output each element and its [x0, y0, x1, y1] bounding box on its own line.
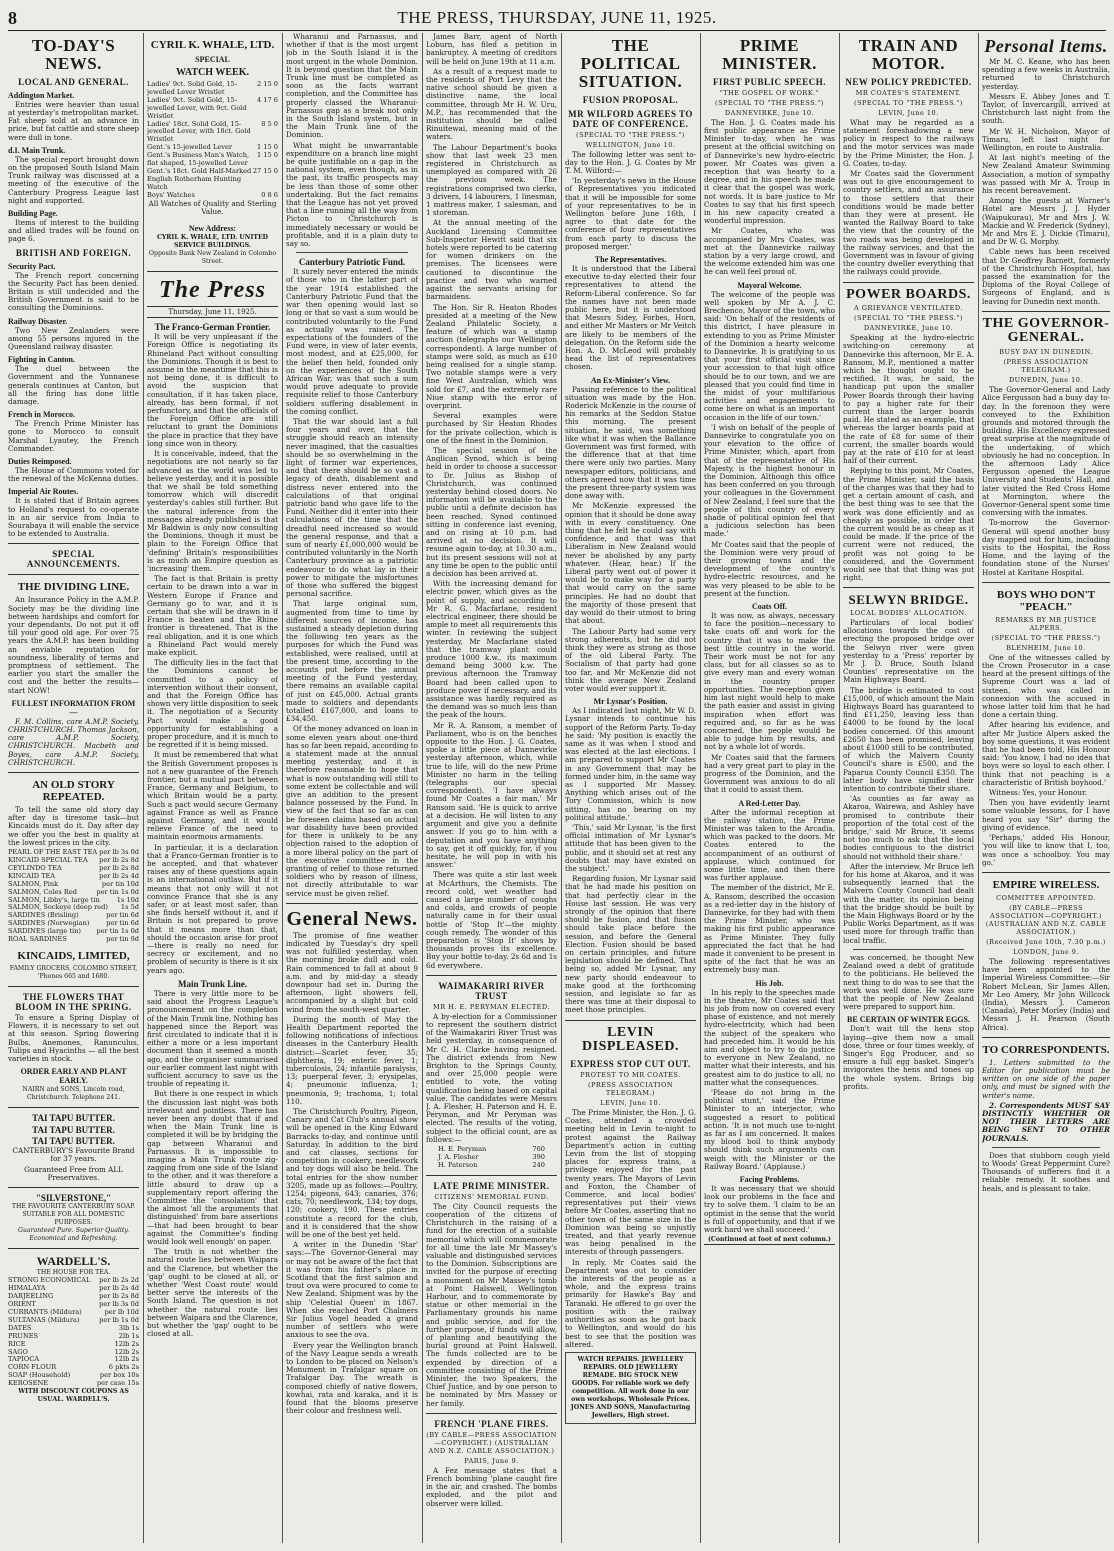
facing-para: It was necessary that we should look our problems in the face and try to solve them. 'I claim to be an optimist in the sense that the world is full of opportunity, and that if we work hard we shall succeed.' [704, 1184, 835, 1235]
selwyn-para: The bridge is estimated to cost £15,000, of which amount the Main Highways Board has guaranteed to find £11,250, leaving less than £4000 to be found by the local bodies concerned. Of this amount £2650 has been promised, leaving about £1000 still to be contributed, of which the Malvern County Council's share is £500, and the Paparua County Council £350. The latter body have signified their intention to contribute their share. [843, 685, 974, 794]
continued-foot: was concerned, he thought New Zealand owed a debt of gratitude to the politicians. He believed the next thing to do was to see that the work was well done. He was sure that the people of New Zealand were prepared to support him. [843, 952, 974, 1012]
selwyn-para: Particulars of local bodies' allocations towards the cost of erecting the proposed bridge over the Selwyn river were given yesterday to a 'Press' reporter by Mr J. D. Bruce, South Island Counties' representative on the Main Highways Board. [843, 617, 974, 685]
dividing-line-ad-title: THE DIVIDING LINE. [17, 581, 130, 594]
mayoral-heading: Mayoral Welcome. [737, 280, 802, 290]
news-para: Several examples were purchased by Sir Heaton Rhodes for the private collection, which is one of the finest in the Dominion. [426, 411, 557, 445]
power-date: DANNEVIRKE, June 10. [863, 324, 954, 333]
coats-off-heading: Coats Off. [751, 602, 788, 612]
pm-source: (SPECIAL TO "THE PRESS.") [715, 98, 824, 107]
gsq-line: Guaranteed Pure. Superior Quality. Economical and Refreshing. [18, 1227, 129, 1243]
late-pm-heading: LATE PRIME MINISTER. [433, 1180, 550, 1191]
boys-para: One of the witnesses called by the Crown Prosecutor in a case heard at the present sittings of the Supreme Court was a lad of sixteen, who was called in connexion with the accused in whose latter told him that he had done a certain thing. [982, 652, 1110, 720]
wilford-sub: MR WILFORD AGREES TO DATE OF CONFERENCE. [568, 108, 693, 129]
levin-date: LEVIN, June 10. [600, 1099, 661, 1108]
editorial-para: The fact is that Britain is pretty certain to be drawn into a war in Western Europe if France and Germany go to war, and it is certain that she will be drawn in if France is beaten and the Rhine frontier is threatened. That is the real obligation, and it is one which a Rhineland Pact would merely make explicit. [147, 574, 278, 657]
train-para: Mr Coates said the Government was out to give encouragement to country settlers, and an assurance to those settlers that their conditions would be made better than they were at present. He wanted the Railway Board to take the view that the country of the two roads was being developed in the railway services, and that the Government was in favour of giving the country dweller everything that the railways could provide. [843, 168, 974, 277]
news-para: There was quite a stir last week at McArthurs, the Chemists. The record cold, wet weather had caused a large number of coughs and colds, and crowds of people naturally came in for their usual bottle of 'Stop It'—the mighty cough remedy. The wonder of this preparation is 'Stop It' shows by thousands proves its excellence. Buy your bottle to-day. 2s 6d and 1s 6d everywhere. [426, 870, 557, 970]
ex-minister-heading: An Ex-Minister's View. [590, 375, 671, 385]
price-row: KINCAID TEA per lb 2s 4d [8, 871, 139, 880]
gospel-sub: "THE GOSPEL OF WORK." [719, 88, 820, 97]
boys-source: (SPECIAL TO "THE PRESS.") [991, 633, 1101, 642]
pm-date: DANNEVIRKE, June 10. [724, 108, 815, 117]
price-row: CURRANTS (Mildura) per lb 10d [8, 1307, 139, 1316]
governor-para: The Governor-General and Lady Alice Fergusson had a busy day to-day. In the forenoon they were conveyed to the Exhibition grounds and motored through the building. His Excellency expressed great surprise at the magnitude of the undertaking, of which obviously he had no conception. In the afternoon Lady Alice Fergusson opened the League University and Students' Hall, and later visited the Red Cross Home at Mornington, where the Governor-General spent some time conversing with the inmates. [982, 385, 1110, 518]
empire-text: The following representatives have been appointed to the Imperial Wireless Committee:—Sir Robert McLean, Sir James Allen, Mr Leo Amery, Mr John Willcock (India), Messrs J. Cameron (Canada), Peter Morley (India) and Messrs J. H. Pearson (South Africa). [982, 956, 1110, 1032]
personal-items-heading: Personal Items. [984, 36, 1108, 56]
empire-date: LONDON, June 9. [1013, 947, 1079, 956]
fusion-proposal-sub: FUSION PROPOSAL. [582, 94, 679, 105]
price-row: SULTANAS (Mildura) per lb 1s 0d [8, 1315, 139, 1324]
whale-address: CYRIL K. WHALE, LTD. UNITED SERVICE BUILDINGS. [156, 234, 269, 250]
general-news-para: During the month of May the Health Department reported the following notifications of infectious diseases in the Canterbury Health district:—Scarlet fever, 35; diphtheria, 19; enteric fever, 1; tuberculosis, 24; infantile paralysis, 13; puerperal fever, 3; erysipelas, 4; pneumonic influenza, 1; pneumonia, 9; trachoma, 1; total 110. [286, 1014, 418, 1106]
personal-item: Mr M. C. Keane, who has been spending a few weeks in Australia, returned to Christchurch yesterday. [982, 56, 1110, 91]
price-row: DARJEELING per lb 2s 8d [8, 1292, 139, 1301]
governor-date: DUNEDIN, June 10. [1008, 376, 1084, 385]
todays-news-heading: TO-DAY'S NEWS. [31, 36, 116, 73]
power-para: Replying to this point, Mr Coates, the Prime Minister, said the basis of the charges was that they had to get a certain amount of cash, and the best thing was to see that the work was done efficiently and as cheaply as possible, in order that the current would be as cheap as it could be made. If the price of the current were not reduced, the profit was not going to be considered, and the Government would see that that thing was put right. [843, 466, 974, 583]
power-para: Speaking at the hydro-electric switching-on ceremony at Dannevirke this afternoon, Mr E. A. Ransom, M.P., mentioned a matter which he thought ought to be rectified. It was, he said, the handicap put upon the smaller Power Boards through their having to pay a higher rate for their current than the larger boards paid. He stated as an example, that whereas the larger boards paid at the rate of £8 for some of their current, the smaller boards would pay at the rate of £10 for at least half of their current. [843, 333, 974, 466]
column-7 [843, 33, 974, 1543]
his-job-heading: His Job. [755, 978, 784, 988]
price-row: SARDINES (Norwegian) per tin 6d [8, 919, 139, 928]
flowers-ad-title: THE FLOWERS THAT BLOOM IN THE SPRING. [15, 992, 132, 1013]
french-plane-text: A Fez message states that a French bombing 'plane caught fire in the air, and crashed. The bombs exploded, and the pilot and observer were killed. [426, 1465, 557, 1508]
editorial-para: It is conceivable, indeed, that the negotiations are not nearly so far advanced as the world was led to believe yesterday, and it is possible that we shall be told something tomorrow which will discredit yesterday's cables still further. But the natural inference from the messages already published is that Mr Baldwin is only now consulting the Dominions, though it must be plain to the Foreign Office that 'defining' Britain's responsibilities is as much an Empire question as 'increasing' them. [147, 449, 278, 573]
watch-note: All Watches of Quality and Sterling Value. [148, 198, 277, 216]
whale-week: WATCH WEEK. [176, 67, 249, 78]
watch-price-list [147, 81, 278, 200]
selwyn-bridge-heading: SELWYN BRIDGE. [848, 592, 969, 608]
price-row: CEYLINDO TEA per lb 2s 8d [8, 863, 139, 872]
price-row: SARDINES (large tin) per tin 1s 0d [8, 927, 139, 936]
mayoral-para: 'I wish on behalf of the people of Dannevirke to congratulate you on your elevation to the office of Prime Minister, which, apart from that of the representative of His Majesty, is the highest honour in the Dominion. Although this office has been conferred on you through your colleagues in the Government of New Zealand, I feel sure that the people of this country of every shade of political opinion feel that a judicious selection has been made.' [704, 422, 835, 539]
news-para: James Barr, agent of North Loburn, has filed a petition in bankruptcy. A meeting of creditors will be held on June 19th at 11 a.m. [426, 33, 557, 66]
winter-eggs-heading: BE CERTAIN OF WINTER EGGS. [847, 1015, 970, 1025]
news-para: The Hon. Sir R. Heaton Rhodes presided at a meeting of the New Zealand Philatelic Society, a feature of which was a stamp auction (telegraphs our Wellington correspondent). A large number of stamps were sold, as much as £10 being realised for a single stamp. Two notable stamps were a very fine West Australian, which was sold for £7, and the extremely rare Niue stamp with the error of overprint. [426, 302, 557, 410]
price-row: SALMON, Coles Red per tin 1s 0d [8, 887, 139, 896]
news-para: The special session of the Anglican Synod, which is being held in order to choose a successor to Dr. Julius as Bishop of Christchurch, was continued yesterday behind closed doors. No information will be available to the public until a definite decision has been reached. Synod continued sitting in conference last evening, and on rising at 10 p.m. had arrived at no decision. It will resume again to-day, at 10.30 a.m., but its present sessions will not at any time be open to the public until a decision has been arrived at. [426, 445, 557, 578]
red-letter-para: The member of the district, Mr E. A. Ransom, described the occasion as a red-letter day in the history of Dannevirke, for they had with them the Prime Minister, who was making his first public appearance as Prime Minister. They fully appreciated the fact that he had made it convenient to be present in spite of the fact that he was an extremely busy man. [704, 883, 835, 975]
editorial-body [147, 333, 278, 975]
boys-para: 'Perhaps,' added His Honour, 'you will like to know that I, too, was once a schoolboy. You may go.' [982, 833, 1110, 867]
levin-sub-2: PROTEST TO MR COATES. [580, 1071, 681, 1080]
watch-row: Ladies' 9ct. Solid Gold, 15-jewelled Lever, with 9ct. Gold Wristlet 4 17 6 [147, 95, 278, 120]
governor-para: To-morrow the Governor-General will spend another busy day mapped out for him, including visits to the Hospital, the Ross Home, and the laying of the foundation stone of the Nurses' Hostel at Karitane Hospital. [982, 518, 1110, 577]
allocation-sub: LOCAL BODIES' ALLOCATION. [850, 608, 967, 617]
political-para: The following letter was sent to-day to the Hon. J. G. Coates by Mr T. M. Wilford:— [565, 149, 696, 175]
lysnar-para: As I indicated last night, Mr W. D. Lysnar intends to continue his support of the Reform Party. To-day he said: 'My position is exactly the same as it was when I stood and was elected at the last elections. I am prepared to support Mr Coates in any Government that may be formed under him, in the same way as I supported Mr Massey. Anything which arises out of the Tory Commission, which is now sitting, has no bearing on my political attitude.' [565, 706, 696, 822]
whale-special: SPECIAL [195, 55, 230, 64]
waimakariri-text: A by-election for a Commissioner to represent the southern district of the Waimakariri River Trust was held yesterday, in consequence of Mr C. H. Clarke having resigned. The district extends from New Brighton to the Springs County, and over 25,000 people were entitled to vote, the voting qualification being based on capital value. The candidates were Messrs J. A. Flesher, H. Paterson and H. E. Peryman, and Mr Peryman was elected. The results of the voting, subject to the official count, are as follows:— [426, 1011, 557, 1144]
train-date: LEVIN, June 10. [878, 108, 939, 117]
boys-para: After hearing his evidence, and after Mr Justice Alpers asked the boy some questions, it was evident that he had been told, His Honour said: 'You know, I had no idea that boys were so loyal to each other. I think that not peaching is a characteristic of British boyhood.' [982, 720, 1110, 787]
flowers-ad-text: To ensure a Spring Display of Flowers, it is necessary to set out at this season. Spring flowering Bulbs, Anemones, Ranunculus, Tulips and Hyacinths — all the best varieties in stock. [8, 1013, 139, 1064]
facing-heading: Facing Problems. [739, 1175, 800, 1185]
lysnar-para: 'This,' said Mr Lysnar, 'is the first official intimation of Mr Lysnar's attitude that has been given to the public, and it should set at rest any doubts that may have existed on the subject.' [565, 822, 696, 873]
foreign-news-items: Security Pact. The French report concerning the Security Pact has been denied. Britain is still undecided and the British Government is said to be consulting the Dominions. Railway Disaster. Two New Zealanders were among 55 persons injured in the Queensland railway disaster. Fighting in Canton. The duel between the Government and the Yunnanese generals continues at Canton, but all the firing has done little damage. French in Morocco. The French Prime Minister has gone to Morocco to consult Marshal Lyautey, the French Commander. Duties Reimposed. The House of Commons voted for the renewal of the McKenna duties. Imperial Air Routes. It is stated that if Britain agrees to Holland's request to co-operate in an air service from India to Sourabaya it will enable the service to be extended to Australia. [8, 261, 139, 539]
patriotic-para: Of the money advanced on loan in some eleven years about one-third has so far been repaid, according to a statement made at the annual meeting yesterday, and it is therefore reasonable to hope that what is now outstanding will still to some extent be collectable and will give an addition to the present balance possessed by the Fund. In view of the fact that so far as can be foreseen claims based on actual war disability have been provided for there is unlikely to be any objection raised to the adoption of a more liberal policy on the part of the executive committee in the granting of relief to those returned soldiers who by reason of illness, not directly attributable to war service must be given relief. [286, 724, 418, 898]
watch-row: Ladies' 18ct. Solid Gold, 15-jewelled Lever, with 18ct. Gold Wristlet 8 5 0 [147, 119, 278, 144]
political-date: WELLINGTON, June 10. [585, 140, 676, 149]
personal-item: Mr W. H. Nicholson, Mayor of Timaru, left last night for Wellington, en route to Australia. [982, 126, 1110, 152]
busy-day-sub: BUSY DAY IN DUNEDIN. [999, 348, 1093, 357]
levin-para: The Prime Minister, the Hon. J. G. Coates, attended a crowded meeting held in Levin to-night to protest against the Railway Department's action in cutting Levin from the list of stopping places for express trains, a privilege enjoyed for the past twenty years. The Mayors of Levin and Foxton, the Chamber of Commerce, and local bodies' representatives put their views before Mr Coates, asserting that no other town of the same size in the Dominion was being so unjustly treated, and that yearly revenue was being penalised in the interests of through passengers. [565, 1108, 696, 1257]
main-trunk-heading: Main Trunk Line. [178, 978, 247, 989]
vote-row: J. A. Flesher 390 [438, 1152, 545, 1161]
cough-cure-ad: Does that stubborn cough yield to Woods' Great Peppermint Cure? Thousands of sufferers find it a reliable remedy. It soothes and heals, and is pleasant to take. [982, 1150, 1110, 1193]
price-row: SARDINES (Brisling) per tin 6d [8, 911, 139, 920]
train-para: What may be regarded as a statement foreshadowing a new policy in respect to the railways and the motor services was made by the Prime Minister, the Hon. J. G. Coates, to-day. [843, 117, 974, 168]
lysnar-heading: Mr Lysnar's Position. [593, 697, 668, 707]
kincaid-intro: To tell the same old story day after day is tiresome task—but Kincaids must do it. Day after day we offer you the best in quality at the lowest prices in the city. [8, 805, 139, 847]
main-trunk-body [147, 990, 278, 1339]
ex-minister-para: Passing reference to the political situation was made by the Hon. Roderick McKenzie in the course of his remarks at the Seddon Statue this morning. The present situation, he said, was something like what it was when the Ballance Government was first formed, with the difference that at that time there were only two parties. Many newspaper editors, politicians, and others agreed now that it was time the present three-party system was done away with. [565, 384, 696, 501]
patriotic-fund-body [286, 268, 418, 897]
general-news-para: Every year the Wellington branch of the Navy League sends a wreath to London to be placed on Nelson's Monument in Trafalgar square on Trafalgar Day. The wreath is composed chiefly of native flowers, kowhai, rata and karaka, and it is found that the blooms preserve their colour and freshness well. [286, 1340, 418, 1416]
masthead-title: THE PRESS, THURSDAY, JUNE 11, 1925. [397, 8, 717, 27]
lysnar-para: Regarding fusion, Mr Lysnar said that he had made his position on that had perfectly clear in the House last session. He was very strongly of the opinion that there should be fusion, and that fusion should take place before the session, and before the General Election. Fusion should be based on certain principles, and future legislation should be defined. That being so, added Mr Lysnar, any new party should endeavour to make good at the forthcoming session, and legislate so far as there was time at their disposal to meet those principles. [565, 874, 696, 1015]
patriotic-fund-heading: Canterbury Patriotic Fund. [298, 257, 406, 268]
mayoral-para: Mr Coates said that the people of the Dominion were very proud of their growing towns and the development of the country's hydro-electric resources, and he was very pleased to be able to be present at the function. [704, 539, 835, 598]
committee-sub: COMMITTEE APPOINTED. [996, 893, 1096, 902]
general-news-body [286, 932, 418, 1416]
editorial-para: It must be remembered that what the British Government proposes is not a new guarantee of the French frontier, but a mutual pact between France, Germany and Belgium, to which Britain would be a party. Such a pact would secure Germany against France as well as France against Germany, and it would relieve France of the need to maintain enormous armaments. [147, 750, 278, 842]
levin-source: (PRESS ASSOCIATION TELEGRAM.) [587, 1081, 674, 1098]
continued-note: (Continued at foot of next column.) [704, 1236, 835, 1245]
page-number: 8 [8, 7, 17, 28]
news-para: The Labour Department's books show that last week 23 men registered in Christchurch as unemployed as compared with 26 the previous week. The registrations comprised two clerks, 3 drivers, 14 labourers, 1 linesman, 1 mattress maker, 1 salesman, and 1 storeman. [426, 142, 557, 218]
watch-repairs-ad: WATCH REPAIRS. JEWELLERY REPAIRS. OLD JEWELLERY REMADE. BIG STOCK NEW GOODS. For reliable work we defy competition. All work done in our own workshops. Wholesale Prices. JONES AND SONS, Manufacturing Jewellers, High street. [565, 1352, 696, 1425]
tai-tapu-butter: TAI TAPU BUTTER. TAI TAPU BUTTER. TAI TAPU BUTTER. [32, 1113, 115, 1146]
french-plane-date: PARIS, June 9. [464, 1456, 519, 1465]
news-paragraphs [426, 33, 557, 970]
trunk-para: There is very little more to be said about the Progress League's pronouncement on the completion of the Main Trunk line. Nothing has happened since the Report was first circulated to indicate that it is either a more or a less important document than it seemed a month ago, and the organiser summarised our earlier comment last night with sufficient accuracy to save us the trouble of repeating it. [147, 988, 278, 1089]
new-policy-sub: NEW POLICY PREDICTED. [845, 76, 972, 87]
editorial-para: It will be very unpleasant if the Foreign Office is negotiating its Rhineland Pact without consulting the Dominions. Though it is best to assume in the meantime that this is not being done, it is difficult to avoid the suspicion that consultation, if it has taken place, already, has been formal, if not perfunctory, and that the officials of the Foreign Office are still reluctant to grant the Dominions the place in practice that they have long since won in theory. [147, 332, 278, 448]
the-press-logo: The Press [159, 277, 266, 304]
watch-row: Ladies' 9ct. Solid Gold, 15-jewelled Lever Wristlet 2 15 0 [147, 80, 278, 96]
price-row: SALMON, Sockeye (deep red) 1s 5d [8, 903, 139, 912]
info-line: FULLEST INFORMATION FROM— [11, 698, 136, 717]
governor-source: (PRESS ASSOCIATION TELEGRAM.) [1003, 358, 1089, 375]
column-4 [426, 33, 557, 1543]
election-results [426, 1146, 557, 1170]
ex-minister-para: Mr McKenzie expressed the opinion that it should be done away with in every constituency. One thing that he felt he could say with confidence, and that was that Liberalism in New Zealand would never be abolished by any party whatever. (Hear, hear.) If the Liberal party went out of power it would be to make way for a party that would carry on the same principles. He had no doubt that the majority of those present that day would do their utmost to bring that about. [565, 501, 696, 626]
political-situation-heading: THE POLITICAL SITUATION. [578, 36, 683, 91]
whale-title: CYRIL K. WHALE, LTD. [150, 39, 275, 51]
personal-item: At last night's meeting of the New Zealand Amateur Swimming Association, a motion of sympathy was passed with Mr A. Troup in his recent bereavement. [982, 153, 1110, 195]
general-news-heading: General News. [286, 907, 418, 930]
column-8 [982, 33, 1110, 1543]
general-news-para: The Christchurch Poultry, Pigeon, Canary and Cat Club's annual show will be opened in the King Edward Barracks to-day, and continue until Saturday. In addition to the bird and cat classes, sections for competition in cookery, needlework and toy dogs will also be held. The total entries for the show number 3205, made up as follows:—Poultry, 1254; pigeons, 643; canaries, 376; cats, 70; needlework, 134; toy dogs, 120; cookery, 190. These entries constitute a record for the club, and it is considered that the show will be one of the best yet held. [286, 1106, 418, 1240]
levin-heading: LEVIN DISPLEASED. [582, 1024, 679, 1055]
amp-ad-text: An Insurance Policy in the A.M.P. Society may be the dividing line between hardships and comfort for your dependants. Do not put it off till your good old age. For over 75 years the A.M.P. has been building an enviable reputation for soundness, liberality of terms and promptness of settlement. The earlier you start the smaller the cost and the better the results—start NOW! [8, 595, 139, 695]
wardells-price-list [8, 1277, 139, 1388]
canterbury-brand: CANTERBURY'S Favourite Brand for 37 years. [12, 1146, 135, 1164]
alpers-sub: REMARKS BY MR JUSTICE ALPERS. [995, 615, 1097, 632]
price-row: PRUNES 2lb 1s [8, 1331, 139, 1340]
price-row: KEROSENE per case 15s [8, 1379, 139, 1388]
pm-para: The Hon. J. G. Coates made his first public appearance as Prime Minister to-day, when he was present at the official switching on of Dannevirke's new hydro-electric power. Mr Coates was given a reception that was hearty to a degree, and in his speech he made it clear that the gospel was work, not words. It is bare justice to Mr Coates to say that his first speech in his new capacity created a wonderful impression. [704, 117, 835, 226]
general-news-para: A writer in the Dunedin 'Star' says:—The Governor-General may or may not be aware of the fact that it was from his father's place in Scotland that the first salmon and trout ova were procured to come to New Zealand. Shipment was by the ship 'Celestial Queen' in 1867. When she reached Port Chalmers Sir Julius Vogel headed a grand number of settlers who were anxious to see the ova. [286, 1240, 418, 1340]
coates-statement-sub: MR COATES'S STATEMENT. [855, 88, 962, 97]
selwyn-para: After the interview, Mr Bruce left for his home at Akaroa, and it was subsequently learned that the Malvern County Council had dealt with the matter, its opinion being that the bridge should be built by the Main Highways Board or by the Public Works Department, as it was used more for through traffic than local traffic. [843, 861, 974, 945]
column-5 [565, 33, 696, 1543]
levin-para: In reply, Mr Coates said the Department was out to consider the interests of the people as a whole, and the express trains primarily for Hawke's Bay and Taranaki. He offered to go over the position with the railway authorities as soon as he got back to Wellington, and would do his best to see that the position was altered. [565, 1257, 696, 1349]
column-1 [8, 33, 139, 1543]
column-6 [704, 33, 835, 1543]
personal-item: Cable news has been received that Dr Geoffrey Barnett, formerly of the Christchurch Hospital, has passed the examination for the Diploma of the Royal College of Surgeons of England, and is leaving for Dunedin next month. [982, 247, 1110, 306]
boys-date: BLENHEIM, June 10. [1006, 643, 1086, 652]
coats-para: It was now, as always, necessary to face the position—necessary to take coats off and work for the country that it was to make the best little country in the world. Their work must be not for any class, but for all classes so as to give every man and every woman in the country proper opportunities. The reception given him last night would help to make the path easier and assist in giving inspiration when effort was required and, so far as he was concerned, the people would be able to judge him by results, and not by a whole lot of words. [704, 611, 835, 752]
whale-address-2: Opposite Bank New Zealand in Colombo Street. [148, 250, 277, 266]
local-general-heading: LOCAL AND GENERAL. [18, 76, 129, 87]
wardells-sub: THE HOUSE FOR TEA. [36, 1269, 111, 1277]
job-para: In his reply to the speeches made in the theatre, Mr Coates said that his job from now on covered every phase of existence, and not merely hydro-electricity, which had been the subject of the speakers who had preceded him. It would be his aim and object to try to do justice to everyone in New Zealand, no matter what their interests, and his greatest aim to do justice to all, no matter what the consequences. [704, 987, 835, 1087]
trunk-para: Wharanui and Parnassus, and whether if that is the most urgent job in the South Island it is the most urgent in the whole Dominion. It is beyond question that the Main Trunk line must be completed as soon as the facts warrant completion, and the Committee has properly classed the Wharanui-Parnassus gap as a break not only in the South Island system, but in the Main Trunk line of the Dominion. [286, 33, 418, 140]
kincaid-price-list [8, 849, 139, 944]
price-row: SAGO 12lb 2s [8, 1347, 139, 1356]
vote-row: H. Paterson 240 [438, 1160, 545, 1169]
job-para: 'Please do not bring in the political stunt,' said the Prime Minister to an interjector, who suggested a resort to political action. 'It is not much use to-night as far as I am concerned. It makes my blood boil to think anybody should think such arguments can weigh with the Minister or the Railway Board.' (Applause.) [704, 1088, 835, 1171]
coats-para: Mr Coates said that the farmers had a very great part to play in the progress of the Dominion, and the Government was anxious to do all that it could to assist them. [704, 752, 835, 795]
political-source: (SPECIAL TO "THE PRESS.") [576, 130, 685, 139]
trunk-para: What might be unwarrantable expenditure on a branch line might be quite justifiable on a gap in the national system, even though, as in the past, its traffic prospects may be less than those of some other undertaking. But the fact remains that the League has not yet proved that a line running all the way from Picton to Christchurch is immediately necessary or would be profitable, and it is a plain duty to say so. [286, 140, 418, 249]
price-row: ROAL SARDINES per tin 9d [8, 935, 139, 944]
french-plane-heading: FRENCH 'PLANE FIRES. [434, 1418, 549, 1429]
prime-minister-heading: PRIME MINISTER. [722, 36, 817, 73]
power-source: (SPECIAL TO "THE PRESS.") [854, 314, 963, 323]
price-row: SALMON, Pink per tin 10d [8, 879, 139, 888]
correspondents-heading: TO CORRESPONDENTS. [982, 1043, 1110, 1056]
masthead [8, 6, 1106, 31]
waimakariri-sub: MR H. E. PERYMAN ELECTED. [433, 1002, 550, 1011]
local-news-item: Addington Market. Entries were heavier than usual at yesterday's metropolitan market. Fat sheep sold at an advance in price, but fat cattle and store sheep were dull in tone. d.I. Main Trunk. The special report brought down on the proposed South Island Main Trunk railway was discussed at a meeting of the executive of the Canterbury Progress League last night and supported. Building Page. Items of interest to the building and allied trades will be found on page 6. [8, 90, 139, 244]
editorial-para: The difficulty lies in the fact that the Dominions cannot be committed to a policy of intervention without their consent, and that the Foreign Office has shown very little disposition to seek it. The negotiation of a Security Pact would make a good opportunity for establishing a proper procedure, and it is much to be regretted if it is being missed. [147, 658, 278, 750]
kincaids-address: FAMILY GROCERS, COLOMBO STREET, 'Phones 665 and 1680. [9, 964, 138, 981]
political-para: 'In yesterday's news in the House of Representatives you indicated that it will be impossible for some of your representatives to be in Wellington before June 16th, I agree to that date for the conference of four representatives from each party to discuss the proposed merger.' [565, 176, 696, 251]
british-foreign-heading: BRITISH AND FOREIGN. [15, 247, 132, 258]
wardells-footer: WITH DISCOUNT COUPONS AS USUAL. WARDELL'S. [18, 1388, 129, 1404]
first-speech-sub: FIRST PUBLIC SPEECH. [712, 76, 827, 87]
french-plane-source: (BY CABLE—PRESS ASSOCIATION—COPYRIGHT.) (AUSTRALIAN AND N.Z. CABLE ASSOCIATION.) [426, 1430, 557, 1455]
watch-row: Gent.'s 15-jewelled Lever 1 15 0 [147, 143, 278, 152]
red-letter-para: After the informal reception at the railway station, the Prime Minister was taken to the Arcadia, which was packed to the doors. Mr Coates entered to the accompaniment of an outburst of applause, which continued for some little time, and then there was further applause. [704, 807, 835, 883]
trunk-para: The truth is not whether the natural route lies between Waipara and the Clarence, but whether the 'gap' ought to be closed at all, or whether 'West Coast route' would better serve the interests of the South Island. The question is not whether the natural route lies between Waipara and the Clarence, but whether the 'gap' ought to be closed at all. [147, 1247, 278, 1339]
price-row: ORIENT per lb 3s 0d [8, 1300, 139, 1309]
governor-heading: THE GOVERNOR-GENERAL. [982, 315, 1110, 346]
suitable-line: SUITABLE FOR ALL DOMESTIC PURPOSES. [22, 1211, 125, 1227]
grievance-sub: A GRIEVANCE VENTILATED. [854, 304, 963, 313]
price-row: HIMALAYA per lb 2s 4d [8, 1284, 139, 1293]
boys-para: Then you have evidently learnt some valuable lessons, for I have heard you say "Sir" during the giving of evidence. [982, 798, 1110, 832]
patriotic-para: That the war should last a full four years and over, that the struggle should reach an intensity never imagined, that the casualties should be so overwhelming in the light of former war experiences, and that there should be so vast a legacy of death, disablement and distress never entered into the calculations of that original patriotic band who gave life to the Fund. Neither did it enter into their calculations of the time that the dreadful need increased so would the general response, and that a sum of nearly £1,000,000 would be contributed voluntarily in the North Canterbury province as a patriotic endeavour to do what lay in their power to mitigate the misfortunes of those who suffered the biggest personal sacrifice. [286, 416, 418, 599]
watch-row: Boys' Watches 0 8 6 [147, 190, 278, 199]
red-letter-heading: A Red-Letter Day. [738, 798, 801, 808]
boys-para: Witness: Yes, your Honour. [989, 788, 1087, 798]
boys-heading: BOYS WHO DON'T "PEACH." [996, 588, 1096, 613]
late-pm-sub: CITIZENS' MEMORIAL FUND. [434, 1192, 549, 1201]
price-row: PEARL OF THE EAST TEA per lb 3s 0d [8, 848, 139, 857]
column-3 [286, 33, 418, 1543]
news-para: Mr R. A. Ransom, a member of Parliament, who is on the benches opposite to the Hon. J. G. Coates, spoke a little piece at Dannevirke yesterday afternoon, which, while true to life, will do the new Prime Minister no harm in the telling (telegraphs our special correspondent). 'I have always found Mr Coates a fair man,' Mr Ransom said. 'He is quick to arrive at a decision. He will listen to any argument and give you a definite answer. If you go to him with a deputation and you have anything to say, get it off quickly, for, if you hesitate, he will pop in with his answer.' [426, 720, 557, 870]
news-para: As a result of a request made to the residents of Port Levy that the native school should be given a distinctive name, the local committee, through Mr H. W. Uru, M.P., has recommended that the institution should be called Rinuitewai, meaning maid of the waters. [426, 66, 557, 142]
price-row: RICE 12lb 2s [8, 1339, 139, 1348]
price-row: DATES 3lb 1s [8, 1323, 139, 1332]
power-boards-heading: POWER BOARDS. [846, 286, 971, 302]
amp-agents: F. M. Collins, care A.M.P. Society, CHRISTCHURCH. Thomas Jackson, care A.M.P. Society, CHRISTCHURCH. Macbeth and Boyes, care A.M.P. Society, CHRISTCHURCH. [8, 716, 139, 767]
price-row: TAPIOCA 12lb 2s [8, 1355, 139, 1364]
wardells-title: WARDELL'S. [36, 1254, 111, 1269]
personal-item: Messrs E. Abbey Jones and T. Taylor, of Invercargill, arrived at Christchurch last night from the south. [982, 91, 1110, 126]
watch-row: Gent.'s 18ct. Gold Half-Marked English Rotherham Hunting Watch 27 15 0 [147, 166, 278, 191]
price-row: CORN FLOUR 6 pkts 2s [8, 1363, 139, 1372]
empire-received: (Received June 10th, 7.30 p.m.) [986, 937, 1106, 946]
news-para: With the increasing demand for electric power, which gives as the point of supply, and according to Mr R. G. Macfarlane, resident electrical engineer, there should be ample to meet all requirements this winter. In reviewing the subject yesterday, Mr Macfarlane stated that the tramway plant could produce 1000 k.w., its maximum demand being 3000 k.w. The previous afternoon the Tramway Board had been called upon to produce power if necessary, and its assistance was hardly required as the demand was so much less than the peak of the hours. [426, 579, 557, 720]
representatives-text: It is understood that the Liberal executive to-day elected their four representatives to attend the Reform-Liberal conference. So far the names have not been made public here, but it is understood that Messrs Sidey, Forbes, Horn, and either Mr Masters or Mr Veitch are likely to be members of the delegation. On the Reform side the Hon. A. D. McLeod will probably head the list of representatives chosen. [565, 263, 696, 372]
pm-para: Mr Coates, who was accompanied by Mrs Coates, was met at the Dannevirke railway station by a very large crowd, and the welcome extended him was one he can well feel proud of. [704, 226, 835, 277]
editorial-heading: The Franco-German Frontier. [154, 322, 271, 333]
train-motor-heading: TRAIN AND MOTOR. [858, 36, 959, 73]
news-para: At the annual meeting of the Auckland Licensing Committee Sub-Inspector Hewitt said that six hotels were reported to be catering for women drinkers on the premises. The licensees were cautioned to discontinue the practice and two who warned against the servants arising for barmaidens. [426, 218, 557, 302]
correspondents-rule: 1. Letters submitted to the Editor for publication must be written on one side of the paper only, and must be signed with the writer's name. [982, 1057, 1110, 1100]
correspondents-rule: 2. Correspondents MUST SAY DISTINCTLY WHETHER OR NOT THEIR LETTERS ARE BEING SENT TO OTHER JOURNALS. [982, 1100, 1110, 1143]
late-pm-text: The City Council requests the cooperation of the citizens of Christchurch in the raising of a fund for the erection of a suitable memorial which will commemorate for all time the late Mr Massey's valuable and distinguished services to the Dominion. Subscriptions are invited for the purpose of erecting a monument on Mr Massey's tomb at Point Halswell, Wellington Harbour, and to commemorate by statue or other memorial in the Parliamentary grounds his name and public service, and for the further purpose, if funds will allow, of planting and beautifying the burial ground at Point Halswell. The funds collected are to be expended by direction of a committee consisting of the Prime Minister, the two Speakers, the Chief Justice, and by one person to be nominated by Mrs Massey or her family. [426, 1201, 557, 1408]
trunk-para: But there is one respect in which the discussion last night was both irrelevant and pointless. There has never been any doubt that if and when the Main Trunk line is completed it will be by bridging the gap between Wharanui and Parnassus. It is impossible to imagine a Main Trunk route zig-zagging from one side of the Island to the other, and it was therefore a little absurd to draw up a supplementary report offering the Committee the 'consolation' that the almost 'all the arguments that distinguished' from bare assertions—that had been brought to bear against the Committee's finding would look well enough' on paper. [147, 1089, 278, 1246]
nairn-slogan: ORDER EARLY AND PLANT EARLY. [20, 1067, 127, 1086]
ex-minister-para: The Labour Party had some very strong adherents, but he did not think they were as strong as those of the old Liberal Party. The Socialism of that party had gone too far, and Mr McKenzie did not think the average New Zealand voter would ever support it. [565, 626, 696, 693]
train-source: (SPECIAL TO "THE PRESS.") [854, 98, 963, 107]
nairn-address: NAIRN and SONS, Lincoln road, Christchurch. Telephone 241. [22, 1086, 125, 1102]
price-row: KINCAID SPECIAL TEA per lb 2s 8d [8, 855, 139, 864]
new-address-label: New Address: [188, 224, 237, 233]
editorial-dateline: Thursday, June 11, 1925. [147, 306, 278, 318]
levin-sub: EXPRESS STOP CUT OUT. [570, 1059, 691, 1070]
old-story-ad-title: AN OLD STORY REPEATED. [32, 779, 115, 804]
representatives-heading: The Representatives. [594, 254, 667, 264]
general-news-para: The promise of fine weather indicated by Tuesday's dry spell was not fulfilled yesterday, when the morning broke dull and cold. Rain commenced to fall at about 9 a.m. and by mid-day a steady downpour had set in. During the afternoon, light showers fell, accompanied by a slight but cold wind from the south-west quarter. [286, 930, 418, 1014]
column-2 [147, 33, 278, 1543]
patriotic-para: That large original sum, augmented from time to time by different sources of income, has sustained a steady depletion during the following ten years as the purposes for which the Fund was established, were realised, until at the present time, according to the accounts put before the annual meeting of the Fund yesterday, there remains an available capital of just on £45,000. Actual grants made to soldiers and dependants totalled £167,000, and loans to £34,450. [286, 599, 418, 724]
empire-source: (BY CABLE—PRESS ASSOCIATION—COPYRIGHT.) (AUSTRALIAN AND N.Z. CABLE ASSOCIATION.) [985, 903, 1107, 936]
price-row: SALMON, Libby's, large tin 1s 10d [8, 895, 139, 904]
price-row: STRONG ECONOMICAL per lb 2s 2d [8, 1276, 139, 1285]
editorial-para: In particular, it is a declaration that a Franco-German frontier is to be accepted, and that whatever raises any of these questions again is an international outlaw. But if it means that not only will it not convince France that she is any safer, or at least most safer, than she finds herself without it, and if Britain is not prepared to prove that it means more than that, should the occasion arise for proof—there is really no need for secrecy or excitement, and no problem of security is there is it six years ago. [147, 842, 278, 975]
waimakariri-heading: WAIMAKARIRI RIVER TRUST [438, 980, 545, 1001]
vote-row: H. E. Peryman 760 [438, 1145, 545, 1153]
guaranteed-line: Guaranteed Free from ALL Preservatives. [24, 1164, 123, 1182]
empire-wireless-heading: EMPIRE WIRELESS. [992, 878, 1100, 891]
main-trunk-continued [286, 33, 418, 248]
price-row: SOAP (Household) per box 10s [8, 1371, 139, 1380]
watch-row: Gent.'s Business Man's Watch, flat shaped, 15-jewelled Lever 1 15 0 [147, 151, 278, 168]
silverstone-sub: THE FAVOURITE CANTERBURY SOAP. [11, 1202, 136, 1210]
special-announcements-heading: SPECIAL ANNOUNCEMENTS. [26, 549, 121, 570]
personal-item: Among the guests at Warner's Hotel are Messrs J. J. Hyder (Waipukurau), Mr and Mrs J. W. Mackie and W. Frederick (Sydney), Mr and Mrs E. J. Dickie (Timaru), and Dr W. G. Morphy. [982, 196, 1110, 247]
patriotic-para: It surely never entered the minds of those who in the latter part of the year 1914 established the Canterbury Patriotic Fund that the war then opening would last so long or that so vast a sum would be contributed voluntarily to the Fund as actually was raised. The expectations of the founders of the Fund were, in view of later events, most modest, and at £25,000, for the belief then held, founded only on the experiences of the South African War, was that such a sum would prove adequate to provide requisite relief to those Canterbury soldiers suffering disablement in the coming conflict. [286, 267, 418, 416]
mayoral-para: The welcome of the people was well spoken by Mr A. J. C. Brechenco, Mayor of the town, who said: 'On behalf of the residents of this district, I have pleasure in extending to you as Prime Minister of the Dominion a hearty welcome to Dannevirke. It is gratifying to us that your first official visit since your accession to that high office should be to our town, and we are pleased that you could find time in the midst of your multifarious activities and engagements to come here on what is an important occasion in the life of our town.' [704, 289, 835, 422]
winter-eggs-text: Don't wait till the hens stop laying—give them now a small dose, three or four times weekly, of Singer's Egg Producer, and so ensure a full egg basket. Singer's invigorates the hens and tones up the whole system. Brings big profits. [843, 1024, 974, 1091]
kincaids-name: KINCAIDS, LIMITED, [17, 949, 130, 962]
silverstone-title: "SILVERSTONE," [35, 1192, 112, 1203]
selwyn-para: 'As counties as far away as Akaroa, Wairewa, and Ashley have promised to contribute their proportion of the total cost of the bridge,' said Mr Bruce, 'it seems not too much to ask that the local bodies contiguous to the district should not withhold their share.' [843, 794, 974, 861]
